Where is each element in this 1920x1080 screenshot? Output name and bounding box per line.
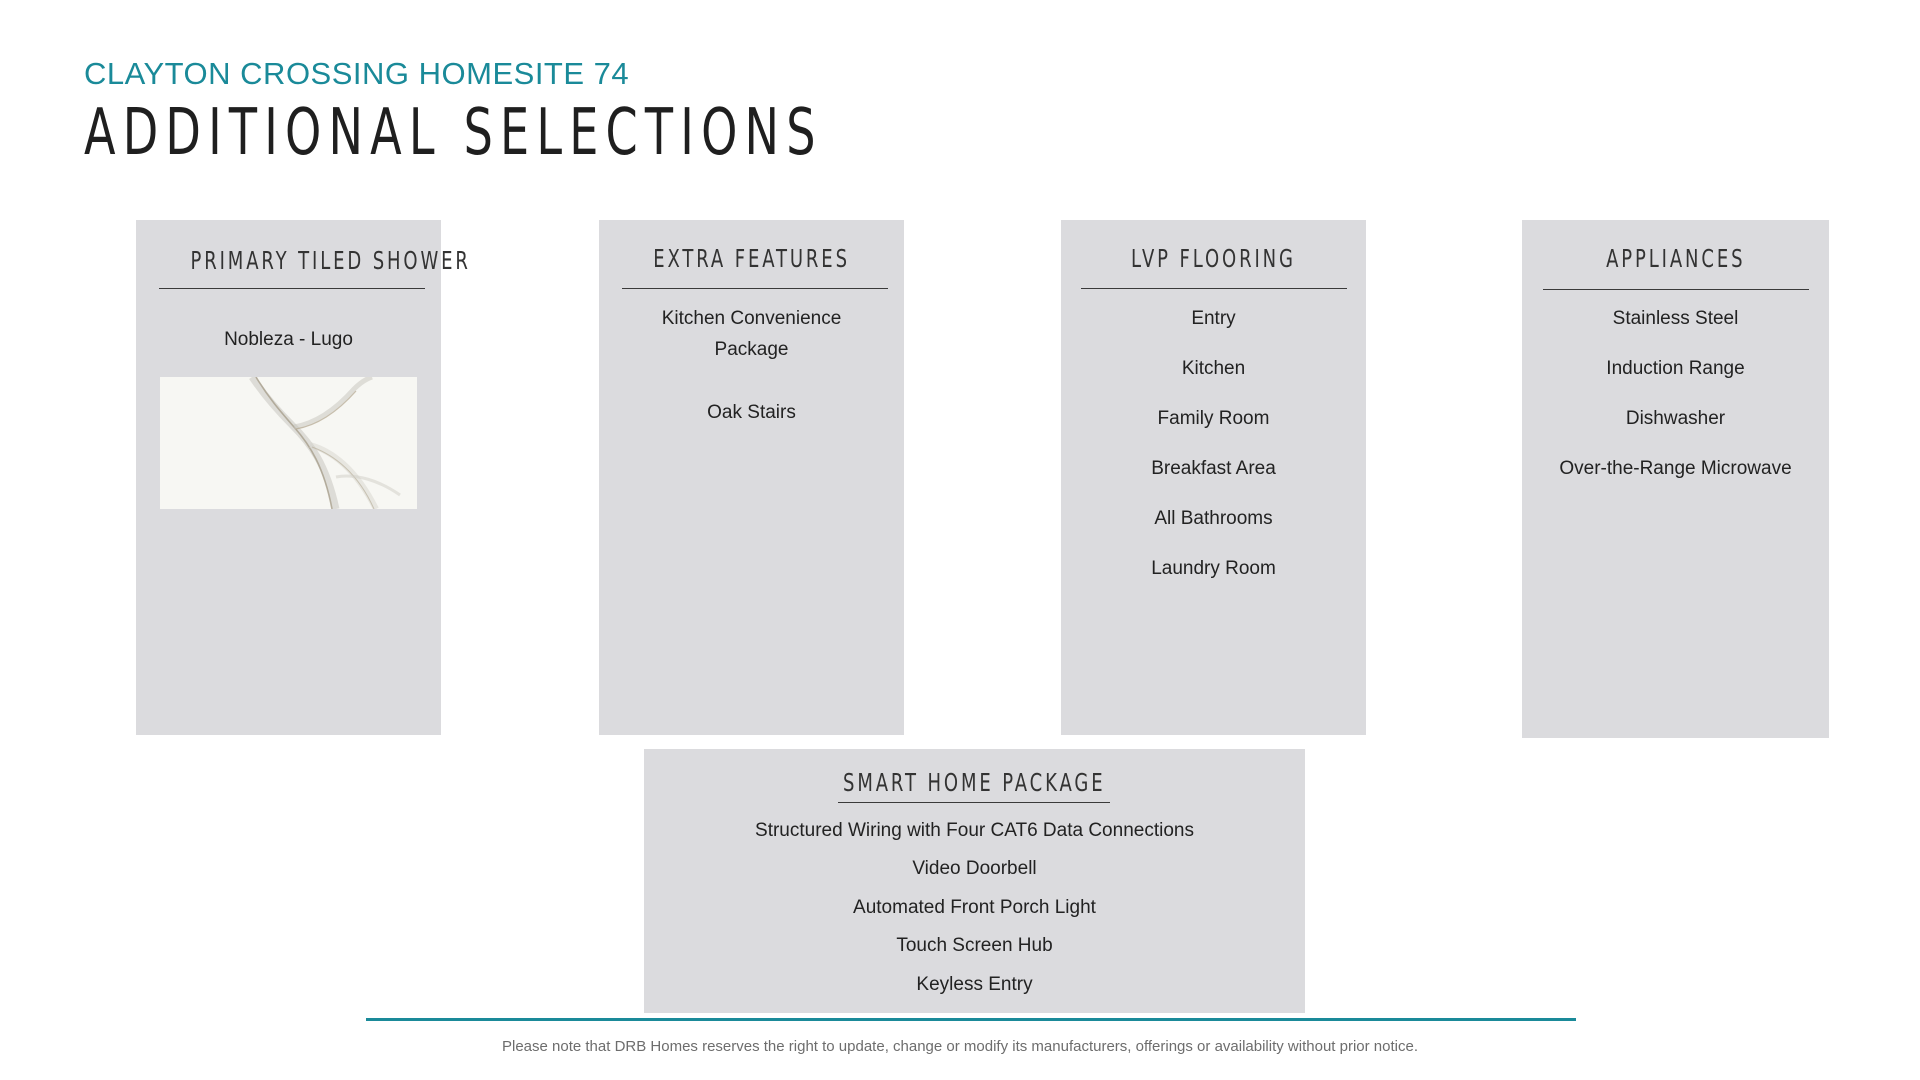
marble-veining [160,377,417,509]
list-item: Dishwasher [1625,408,1726,429]
list-item: Package [714,339,789,360]
list-item: Automated Front Porch Light [853,897,1096,918]
card-divider [838,802,1110,803]
card-extra-features [599,220,904,735]
card-heading: APPLIANCES [1605,244,1746,273]
list-item: Keyless Entry [916,974,1033,995]
list-item: Over-the-Range Microwave [1559,458,1792,479]
card-heading: SMART HOME PACKAGE [843,768,1106,797]
list-item: Induction Range [1606,358,1745,379]
card-appliances [1522,220,1829,738]
list-item: Kitchen [1181,358,1246,379]
card-divider [622,288,888,289]
list-item: All Bathrooms [1154,508,1273,529]
card-divider [1081,288,1347,289]
card-heading: LVP FLOORING [1131,244,1296,273]
card-divider [1543,289,1809,290]
footer-divider [366,1018,1576,1021]
list-item: Stainless Steel [1612,308,1739,329]
card-divider [159,288,425,289]
marble-tile-image [160,377,417,509]
page-title: ADDITIONAL SELECTIONS [84,96,823,170]
list-item: Laundry Room [1151,558,1276,579]
list-item: Nobleza - Lugo [224,329,353,350]
list-item: Kitchen Convenience [661,308,842,329]
card-heading: EXTRA FEATURES [653,244,850,273]
list-item: Entry [1191,308,1236,329]
list-item: Structured Wiring with Four CAT6 Data Connections [755,820,1194,841]
card-primary-tiled-shower [136,220,471,735]
list-item: Video Doorbell [912,858,1037,879]
card-smart-home-package [644,749,1305,1013]
card-lvp-flooring [1061,220,1366,735]
list-item: Breakfast Area [1151,458,1276,479]
card-heading: PRIMARY TILED SHOWER [190,246,471,275]
footer-disclaimer: Please note that DRB Homes reserves the right to update, change or modify its manufacturers, offerings or availability without prior notice. [501,1038,1418,1055]
list-item: Touch Screen Hub [896,935,1053,956]
page-subtitle: CLAYTON CROSSING HOMESITE 74 [84,56,630,91]
list-item: Family Room [1157,408,1270,429]
list-item: Oak Stairs [707,402,796,423]
